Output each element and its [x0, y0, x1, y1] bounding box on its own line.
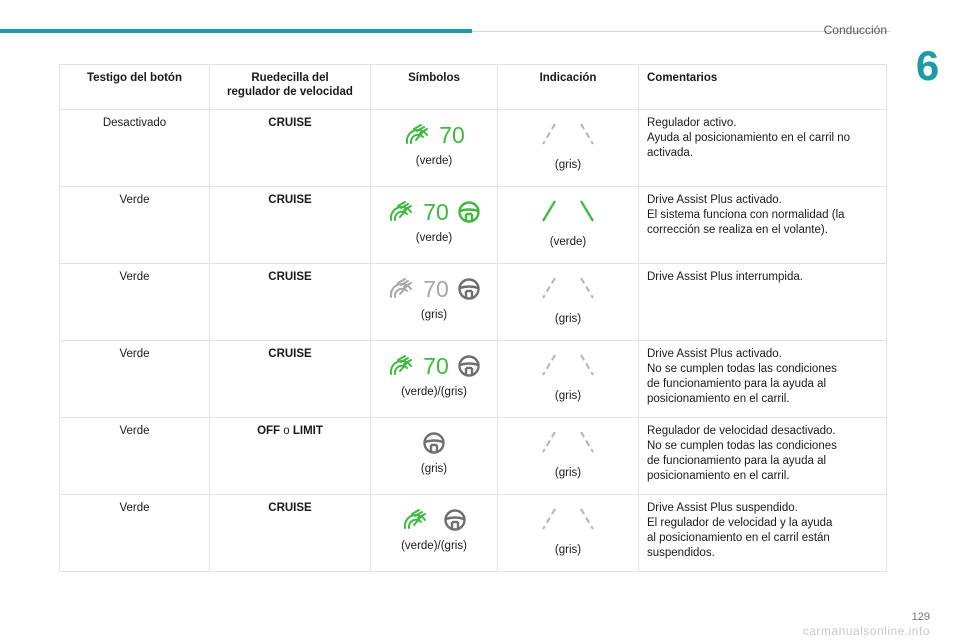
wheel-mode: CRUISE	[268, 502, 312, 514]
lane-lines-icon	[504, 276, 632, 302]
header-symbols: Símbolos	[371, 65, 498, 110]
wheel-mode: CRUISE	[268, 271, 312, 283]
symbol-cell	[371, 264, 498, 341]
comment-cell	[639, 495, 887, 572]
comment-line: suspendidos.	[647, 547, 715, 559]
indication-caption: (gris)	[554, 313, 582, 325]
indication-caption: (gris)	[554, 159, 582, 171]
button-state: Verde	[60, 495, 210, 572]
speed-value: 70	[423, 198, 449, 225]
wheel-mode-separator: o	[280, 425, 293, 437]
lane-lines-icon	[504, 353, 632, 379]
table-row	[60, 341, 887, 418]
lane-lines-icon	[504, 430, 632, 456]
symbol-caption: (gris)	[420, 309, 448, 321]
symbol-caption: (verde)/(gris)	[401, 386, 467, 398]
steering-wheel-icon	[443, 508, 467, 532]
speed-value: 70	[423, 275, 449, 302]
steering-wheel-icon	[457, 277, 481, 301]
comment-line: Regulador activo.	[647, 117, 737, 129]
comment-line: corrección se realiza en el volante).	[647, 224, 828, 236]
section-title: Conducción	[823, 23, 887, 37]
page-number: 129	[911, 611, 930, 623]
lane-lines-icon	[504, 122, 632, 148]
lane-lines-icon	[504, 507, 632, 533]
steering-wheel-icon	[422, 431, 446, 455]
table-row	[60, 187, 887, 264]
cruise-icon	[387, 277, 415, 301]
indicator-table	[59, 64, 887, 572]
indication-cell	[498, 264, 639, 341]
comment-line: No se cumplen todas las condiciones	[647, 363, 837, 375]
indication-caption: (gris)	[554, 544, 582, 556]
indication-cell	[498, 495, 639, 572]
indication-cell	[498, 341, 639, 418]
header-accent-bar	[0, 29, 472, 33]
indication-caption: (gris)	[554, 467, 582, 479]
symbol-caption: (gris)	[420, 463, 448, 475]
button-state: Verde	[60, 187, 210, 264]
wheel-state	[210, 418, 371, 495]
comment-line: al posicionamiento en el carril están	[647, 532, 830, 544]
symbol-cell	[371, 418, 498, 495]
button-state: Verde	[60, 264, 210, 341]
cruise-icon	[387, 200, 415, 224]
symbol-cell	[371, 495, 498, 572]
comment-line: activada.	[647, 147, 694, 159]
comment-line: Drive Assist Plus activado.	[647, 348, 782, 360]
wheel-state	[210, 110, 371, 187]
header-wheel-line1: Ruedecilla del	[251, 72, 329, 84]
comment-line: Drive Assist Plus interrumpida.	[647, 271, 803, 283]
table-header-row	[60, 65, 887, 110]
symbol-caption: (verde)/(gris)	[401, 540, 467, 552]
comment-cell	[639, 110, 887, 187]
indication-caption: (gris)	[554, 390, 582, 402]
wheel-state	[210, 187, 371, 264]
symbol-cell	[371, 110, 498, 187]
comment-line: posicionamiento en el carril.	[647, 393, 790, 405]
symbol-cell	[371, 341, 498, 418]
symbol-cell	[371, 187, 498, 264]
comment-cell	[639, 187, 887, 264]
comment-line: posicionamiento en el carril.	[647, 470, 790, 482]
symbol-caption: (verde)	[415, 155, 453, 167]
comment-line: de funcionamiento para la ayuda al	[647, 378, 827, 390]
wheel-mode: CRUISE	[268, 194, 312, 206]
indication-cell	[498, 418, 639, 495]
table-row	[60, 495, 887, 572]
comment-cell	[639, 341, 887, 418]
speed-value: 70	[423, 352, 449, 379]
comment-line: El sistema funciona con normalidad (la	[647, 209, 845, 221]
speed-value: 70	[439, 121, 465, 148]
steering-wheel-icon	[457, 354, 481, 378]
header-button: Testigo del botón	[60, 65, 210, 110]
indication-caption: (verde)	[549, 236, 587, 248]
chapter-number: 6	[915, 42, 940, 89]
table-row	[60, 110, 887, 187]
comment-line: No se cumplen todas las condiciones	[647, 440, 837, 452]
steering-wheel-icon	[457, 200, 481, 224]
lane-lines-icon	[504, 199, 632, 225]
button-state: Verde	[60, 341, 210, 418]
button-state: Verde	[60, 418, 210, 495]
indication-cell	[498, 187, 639, 264]
header-comments: Comentarios	[639, 65, 887, 110]
indication-cell	[498, 110, 639, 187]
wheel-state	[210, 341, 371, 418]
header-wheel-line2: regulador de velocidad	[227, 86, 353, 98]
comment-line: Drive Assist Plus suspendido.	[647, 502, 798, 514]
table-row	[60, 264, 887, 341]
watermark: carmanualsonline.info	[802, 624, 930, 638]
comment-line: de funcionamiento para la ayuda al	[647, 455, 827, 467]
comment-line: Ayuda al posicionamiento en el carril no	[647, 132, 851, 144]
comment-line: El regulador de velocidad y la ayuda	[647, 517, 833, 529]
cruise-icon	[403, 123, 431, 147]
comment-cell	[639, 418, 887, 495]
comment-line: Drive Assist Plus activado.	[647, 194, 782, 206]
button-state: Desactivado	[60, 110, 210, 187]
header-indication: Indicación	[498, 65, 639, 110]
wheel-mode: CRUISE	[268, 348, 312, 360]
header-wheel	[210, 65, 371, 110]
wheel-state	[210, 495, 371, 572]
table-row	[60, 418, 887, 495]
comment-line: Regulador de velocidad desactivado.	[647, 425, 836, 437]
wheel-mode-off: OFF	[257, 425, 281, 437]
wheel-state	[210, 264, 371, 341]
cruise-icon	[387, 354, 415, 378]
comment-cell	[639, 264, 887, 341]
symbol-caption: (verde)	[415, 232, 453, 244]
wheel-mode: CRUISE	[268, 117, 312, 129]
cruise-icon	[401, 508, 429, 532]
wheel-mode-limit: LIMIT	[292, 425, 323, 437]
